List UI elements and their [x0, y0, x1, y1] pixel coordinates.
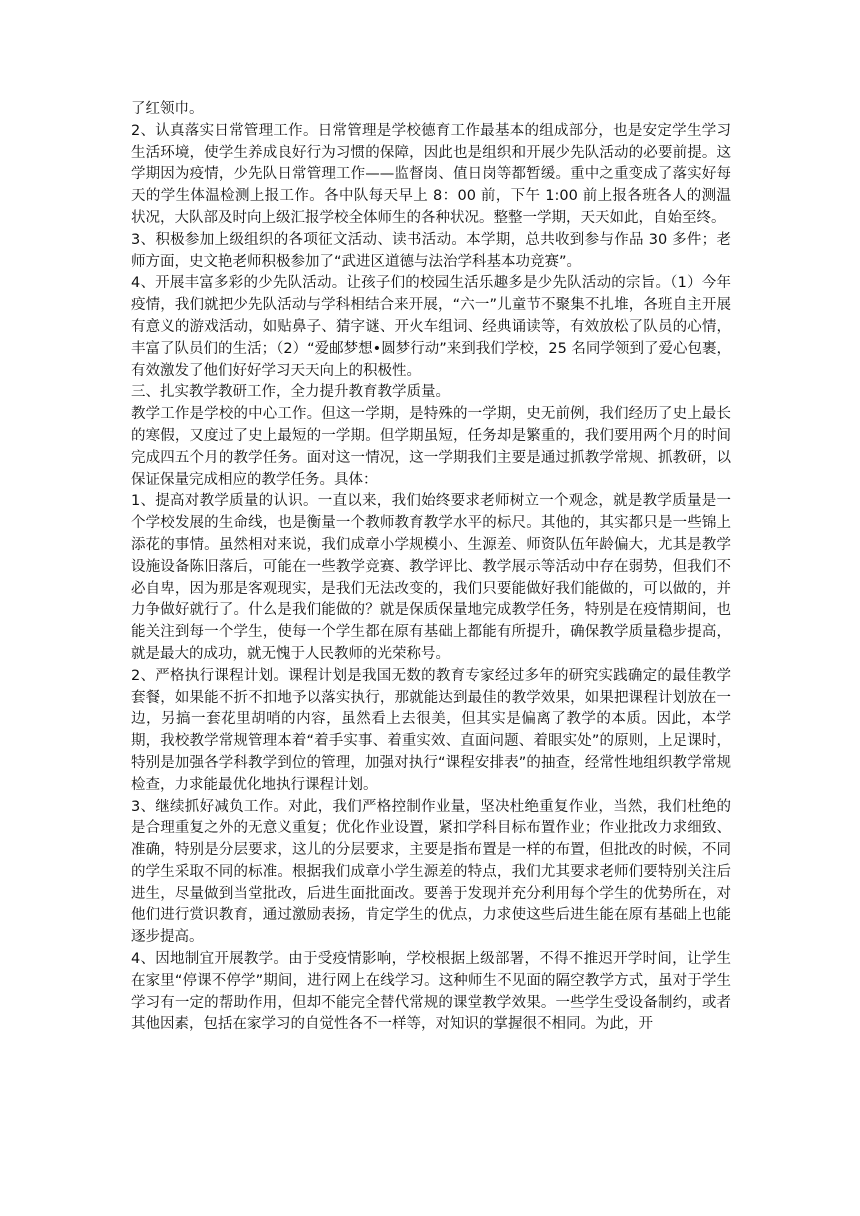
- paragraph-continuation: 了红领巾。: [131, 101, 204, 117]
- paragraph-daily-management: 2、认真落实日常管理工作。日常管理是学校德育工作最基本的组成部分，也是安定学生学习生活环境，使学生养成良好行为习惯的保障，因此也是组织和开展少先队活动的必要前提。这学期因为疫情，少先队日常管理工作——监督岗、值日岗等都暂缓。重中之重变成了落实好每天的学生体温检测上报工作。各中队每天早上 8：00 前，下午 1:00 前上报各班各人的测温状况，大队部及时向上级汇报学校全体师生的各种状况。整整一学期，天天如此，自始至终。: [131, 122, 731, 226]
- paragraph-essay-activities: 3、积极参加上级组织的各项征文活动、读书活动。本学期，总共收到参与作品 30 多件；老师方面，史文艳老师积极参加了“武进区道德与法治学科基本功竞赛”。: [131, 231, 731, 270]
- document-page: [131, 99, 731, 1036]
- paragraph-curriculum-plan: 2、严格执行课程计划。课程计划是我国无数的教育专家经过多年的研究实践确定的最佳教学套餐，如果能不折不扣地予以落实执行，那就能达到最佳的教学效果，如果把课程计划放在一边，另搞一套花里胡哨的内容，虽然看上去很美，但其实是偏离了教学的本质。因此，本学期，我校教学常规管理本着“着手实事、着重实效、直面问题、着眼实处”的原则，上足课时，特别是加强各学科教学到位的管理，加强对执行“课程安排表”的抽查，经常性地组织教学常规检查，力求能最优化地执行课程计划。: [131, 667, 731, 793]
- section-heading-teaching: 三、扎实教学教研工作，全力提升教育教学质量。: [131, 384, 450, 401]
- paragraph-teaching-quality: 1、提高对教学质量的认识。一直以来，我们始终要求老师树立一个观念，就是教学质量是一个学校发展的生命线，也是衡量一个教师教育教学水平的标尺。其他的，其实都只是一些锦上添花的事情。虽然相对来说，我们成章小学规模小、生源差、师资队伍年龄偏大，尤其是教学设施设备陈旧落后，可能在一些教学竞赛、教学评比、教学展示等活动中存在弱势，但我们不必自卑，因为那是客观现实，是我们无法改变的，我们只要能做好我们能做的，可以做的，并力争做好就行了。什么是我们能做的？就是保质保量地完成教学任务，特别是在疫情期间，也能关注到每一个学生，使每一个学生都在原有基础上都能有所提升，确保教学质量稳步提高，就是最大的成功，就无愧于人民教师的光荣称号。: [131, 493, 731, 662]
- paragraph-reduce-burden: 3、继续抓好减负工作。对此，我们严格控制作业量，坚决杜绝重复作业，当然，我们杜绝的是合理重复之外的无意义重复；优化作业设置，紧扣学科目标布置作业；作业批改力求细致、准确，特别是分层要求，这儿的分层要求，主要是指布置是一样的布置，但批改的时候，不同的学生采取不同的标准。根据我们成章小学生源差的特点，我们尤其要求老师们要特别关注后进生，尽量做到当堂批改，后进生面批面改。要善于发现并充分利用每个学生的优势所在，对他们进行赏识教育，通过激励表扬，肯定学生的优点，力求使这些后进生能在原有基础上也能逐步提高。: [131, 798, 731, 946]
- paragraph-adapt-teaching: 4、因地制宜开展教学。由于受疫情影响，学校根据上级部署，不得不推迟开学时间，让学生在家里“停课不停学”期间，进行网上在线学习。这种师生不见面的隔空教学方式，虽对于学生学习有一定的帮助作用，但却不能完全替代常规的课堂教学效果。一些学生受设备制约，或者其他因素，包括在家学习的自觉性各不一样等，对知识的掌握很不相同。为此，开: [131, 951, 731, 1033]
- paragraph-teaching-intro: 教学工作是学校的中心工作。但这一学期，是特殊的一学期，史无前例，我们经历了史上最长的寒假，又度过了史上最短的一学期。但学期虽短，任务却是繁重的，我们要用两个月的时间完成四五个月的教学任务。面对这一情况，这一学期我们主要是通过抓教学常规、抓教研，以保证保量完成相应的教学任务。具体：: [131, 406, 731, 488]
- paragraph-pioneer-activities: 4、开展丰富多彩的少先队活动。让孩子们的校园生活乐趣多是少先队活动的宗旨。（1）今年疫情，我们就把少先队活动与学科相结合来开展，“六一”儿童节不聚集不扎堆，各班自主开展有意义的游戏活动，如贴鼻子、猜字谜、开火车组词、经典诵读等，有效放松了队员的心情，丰富了队员们的生活；（2）“爱邮梦想•圆梦行动”来到我们学校，25 名同学领到了爱心包裹，有效激发了他们好好学习天天向上的积极性。: [131, 275, 731, 379]
